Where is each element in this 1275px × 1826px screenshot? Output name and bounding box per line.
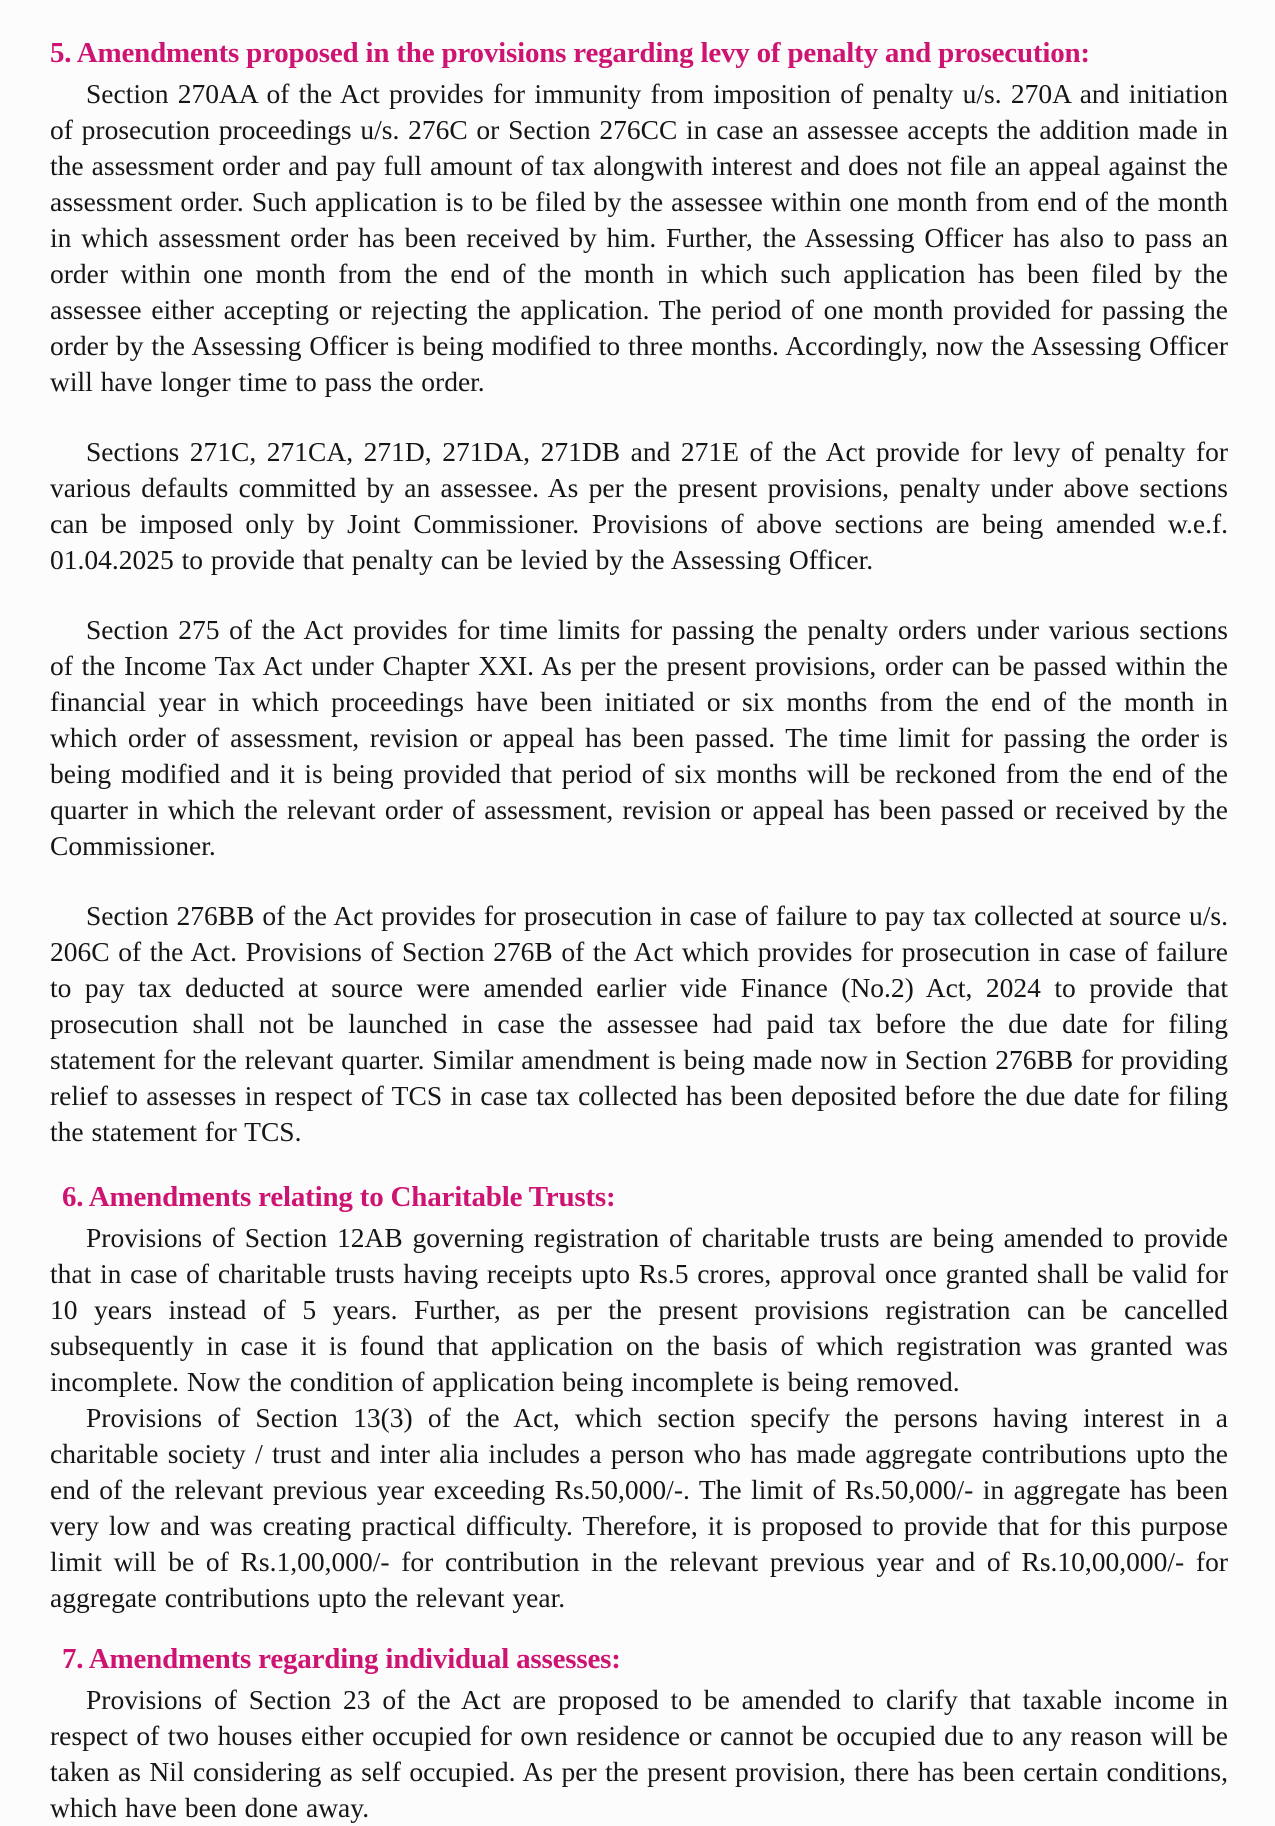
section-individual-assesses <box>50 1642 1228 1826</box>
section-6-heading: 6. Amendments relating to Charitable Trusts: <box>62 1181 616 1213</box>
section-5-paragraph-2: Sections 271C, 271CA, 271D, 271DA, 271DB and 271E of the Act provide for levy of penalty for various defaults committed by an assessee. As per the present provisions, penalty under above sections can be imposed only by Joint Commissioner. Provisions of above sections are being amended w.e.f. 01.04.2025 to provide that penalty can be levied by the Assessing Officer. <box>50 436 1228 575</box>
section-7-paragraph-1: Provisions of Section 23 of the Act are proposed to be amended to clarify that taxable income in respect of two houses either occupied for own residence or cannot be occupied due to any reason will be taken as Nil considering as self occupied. As per the present provision, there has been certain conditions, which have been done away. <box>50 1684 1228 1823</box>
section-6-paragraph-2: Provisions of Section 13(3) of the Act, which section specify the persons having interest in a charitable society / trust and inter alia includes a person who has made aggregate contributions upto the end of the relevant previous year exceeding Rs.50,000/-. The limit of Rs.50,000/- in aggregate has been very low and was creating practical difficulty. Therefore, it is proposed to provide that for this purpose limit will be of Rs.1,00,000/- for contribution in the relevant previous year and of Rs.10,00,000/- for aggregate contributions upto the relevant year. <box>50 1402 1228 1613</box>
section-7-heading: 7. Amendments regarding individual assesses: <box>62 1643 621 1675</box>
section-penalty-prosecution <box>50 36 1228 1150</box>
section-charitable-trusts <box>50 1180 1228 1616</box>
section-5-heading: 5. Amendments proposed in the provisions regarding levy of penalty and prosecution: <box>50 37 1090 69</box>
section-5-paragraph-4: Section 276BB of the Act provides for prosecution in case of failure to pay tax collected at source u/s. 206C of the Act. Provisions of Section 276B of the Act which provides for prosecution in case of failure to pay tax deducted at source were amended earlier vide Finance (No.2) Act, 2024 to provide that prosecution shall not be launched in case the assessee had paid tax before the due date for filing statement for the relevant quarter. Similar amendment is being made now in Section 276BB for providing relief to assesses in respect of TCS in case tax collected has been deposited before the due date for filing the statement for TCS. <box>50 900 1228 1147</box>
section-5-paragraph-3: Section 275 of the Act provides for time limits for passing the penalty orders under various sections of the Income Tax Act under Chapter XXI. As per the present provisions, order can be passed within the financial year in which proceedings have been initiated or six months from the end of the month in which order of assessment, revision or appeal has been passed. The time limit for passing the order is being modified and it is being provided that period of six months will be reckoned from the end of the quarter in which the relevant order of assessment, revision or appeal has been passed or received by the Commissioner. <box>50 614 1228 861</box>
section-5-paragraph-1: Section 270AA of the Act provides for immunity from imposition of penalty u/s. 270A and initiation of prosecution proceedings u/s. 276C or Section 276CC in case an assessee accepts the addition made in the assessment order and pay full amount of tax alongwith interest and does not file an appeal against the assessment order. Such application is to be filed by the assessee within one month from end of the month in which assessment order has been received by him. Further, the Assessing Officer has also to pass an order within one month from the end of the month in which such application has been filed by the assessee either accepting or rejecting the application. The period of one month provided for passing the order by the Assessing Officer is being modified to three months. Accordingly, now the Assessing Officer will have longer time to pass the order. <box>50 78 1228 397</box>
section-6-paragraph-1: Provisions of Section 12AB governing registration of charitable trusts are being amended to provide that in case of charitable trusts having receipts upto Rs.5 crores, approval once granted shall be valid for 10 years instead of 5 years. Further, as per the present provisions registration can be cancelled subsequently in case it is found that application on the basis of which registration was granted was incomplete. Now the condition of application being incomplete is being removed. <box>50 1222 1228 1397</box>
